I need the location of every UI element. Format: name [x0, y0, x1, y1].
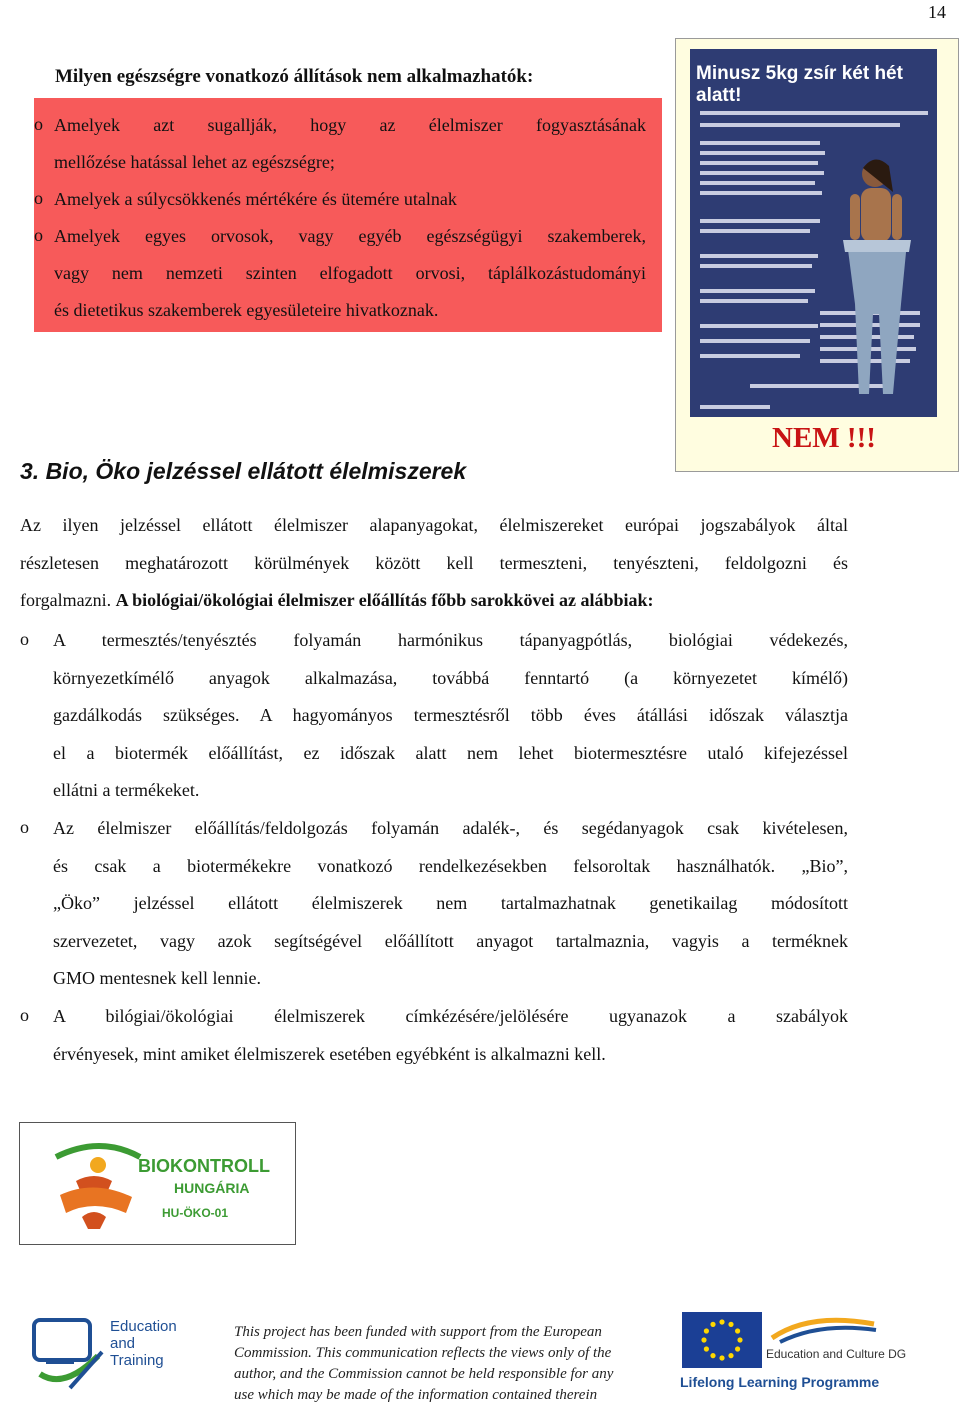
eu-flag-icon	[682, 1312, 762, 1368]
disclaimer-line: author, and the Commission cannot be held responsible for any	[234, 1366, 614, 1382]
bullet: o	[20, 629, 29, 649]
logo-line1: BIOKONTROLL	[138, 1156, 270, 1176]
list-line: Az élelmiszer előállítás/feldolgozás folyamán adalék-, és segédanyagok csak kivételesen,	[53, 818, 848, 838]
eu-star	[701, 1337, 706, 1342]
eu-star	[728, 1353, 733, 1358]
key-principles-heading: A biológiai/ökológiai élelmiszer előállítás főbb sarokkövei az alábbiak:	[115, 590, 654, 610]
eu-star	[735, 1346, 740, 1351]
edu-line: and	[110, 1335, 136, 1352]
funding-disclaimer	[234, 1322, 654, 1406]
redbox-line: vagy nem nemzeti szinten elfogadott orvosi, táplálkozástudományi	[54, 263, 646, 283]
list-line: ellátni a termékeket.	[53, 780, 200, 800]
redbox-line: Amelyek a súlycsökkenés mértékére és ütemére utalnak	[54, 189, 457, 209]
paragraph-line: részletesen meghatározott körülmények között kell termeszteni, tenyészteni, feldolgozni és	[20, 552, 848, 573]
paragraph-line	[20, 582, 848, 620]
section-title: 3. Bio, Öko jelzéssel ellátott élelmiszerek	[20, 458, 467, 484]
list-line: el a biotermék előállítást, ez időszak alatt nem lehet biotermesztésre utaló kifejezéssel	[53, 742, 848, 763]
redbox-line: Amelyek egyes orvosok, vagy egyéb egészségügyi szakemberek,	[54, 226, 646, 246]
bullet: o	[34, 225, 43, 245]
eu-star	[728, 1322, 733, 1327]
education-training-icon	[30, 1316, 110, 1396]
edu-line: Training	[110, 1352, 164, 1369]
eu-star	[735, 1328, 740, 1333]
redbox-line: és dietetikus szakemberek egyesületeire hivatkoznak.	[54, 300, 439, 320]
biokontroll-logo	[19, 1122, 296, 1245]
woman-figure-image	[825, 154, 935, 404]
intro-question: Milyen egészségre vonatkozó állítások nem alkalmazhatók:	[55, 66, 534, 87]
poster-title: Minusz 5kg zsír két hét alatt!	[696, 63, 903, 106]
paragraph-line: Az ilyen jelzéssel ellátott élelmiszer alapanyagokat, élelmiszereket európai jogszabályok által	[20, 515, 848, 535]
list-line: gazdálkodás szükséges. A hagyományos termesztésről több éves átállási időszak választja	[53, 705, 848, 725]
list-line: A termesztés/tenyésztés folyamán harmónikus tápanyagpótlás, biológiai védekezés,	[53, 630, 848, 650]
eu-star	[704, 1346, 709, 1351]
eu-star	[737, 1337, 742, 1342]
edu-line: Education	[110, 1318, 177, 1335]
advertisement-poster	[690, 49, 937, 417]
disclaimer-line: This project has been funded with support from the European	[234, 1324, 602, 1340]
bullet: o	[34, 188, 43, 208]
llp-label: Lifelong Learning Programme	[680, 1374, 880, 1390]
list-line: „Öko” jelzéssel ellátott élelmiszerek nem tartalmazhatnak genetikailag módosított	[53, 893, 848, 913]
disclaimer-line: use which may be made of the information contained therein	[234, 1387, 598, 1403]
eu-dg-label: Education and Culture DG	[766, 1347, 907, 1361]
page-number: 14	[928, 2, 946, 22]
eu-star	[710, 1353, 715, 1358]
eu-star	[710, 1322, 715, 1327]
list-line: környezetkímélő anyagok alkalmazása, továbbá fenntartó (a környezetet kímélő)	[53, 667, 848, 688]
eu-star	[719, 1355, 724, 1360]
disclaimer-line: Commission. This communication reflects the views only of the	[234, 1345, 612, 1361]
bullet: o	[20, 1005, 29, 1025]
redbox-line: Amelyek azt sugallják, hogy az élelmiszer fogyasztásának	[54, 115, 646, 135]
bullet: o	[34, 114, 43, 134]
list-line: érvényesek, mint amiket élelmiszerek esetében egyébként is alkalmazni kell.	[53, 1043, 606, 1064]
intro-paragraph	[20, 507, 848, 620]
eu-star	[719, 1319, 724, 1324]
bullet: o	[20, 817, 29, 837]
list-line: A bilógiai/ökológiai élelmiszerek címkézésére/jelölésére ugyanazok a szabályok	[53, 1006, 848, 1026]
education-training-label	[110, 1318, 177, 1369]
logo-line2: HUNGÁRIA	[174, 1180, 250, 1196]
list-line: és csak a biotermékekre vonatkozó rendelkezésekben felsoroltak használhatók. „Bio”,	[53, 855, 848, 876]
paragraph-text: forgalmazni.	[20, 590, 116, 610]
list-line: GMO mentesnek kell lennie.	[53, 968, 261, 988]
health-claims-box	[34, 98, 662, 332]
logo-code: HU-ÖKO-01	[162, 1206, 229, 1220]
list-line: szervezetet, vagy azok segítségével előállított anyagot tartalmaznia, vagyis a terméknek	[53, 930, 848, 951]
biokontroll-emblem	[20, 1123, 295, 1244]
llp-swoosh-icon	[770, 1316, 880, 1344]
redbox-line: mellőzése hatással lehet az egészségre;	[54, 152, 335, 172]
verdict-label: NEM !!!	[772, 422, 876, 454]
eu-star	[704, 1328, 709, 1333]
